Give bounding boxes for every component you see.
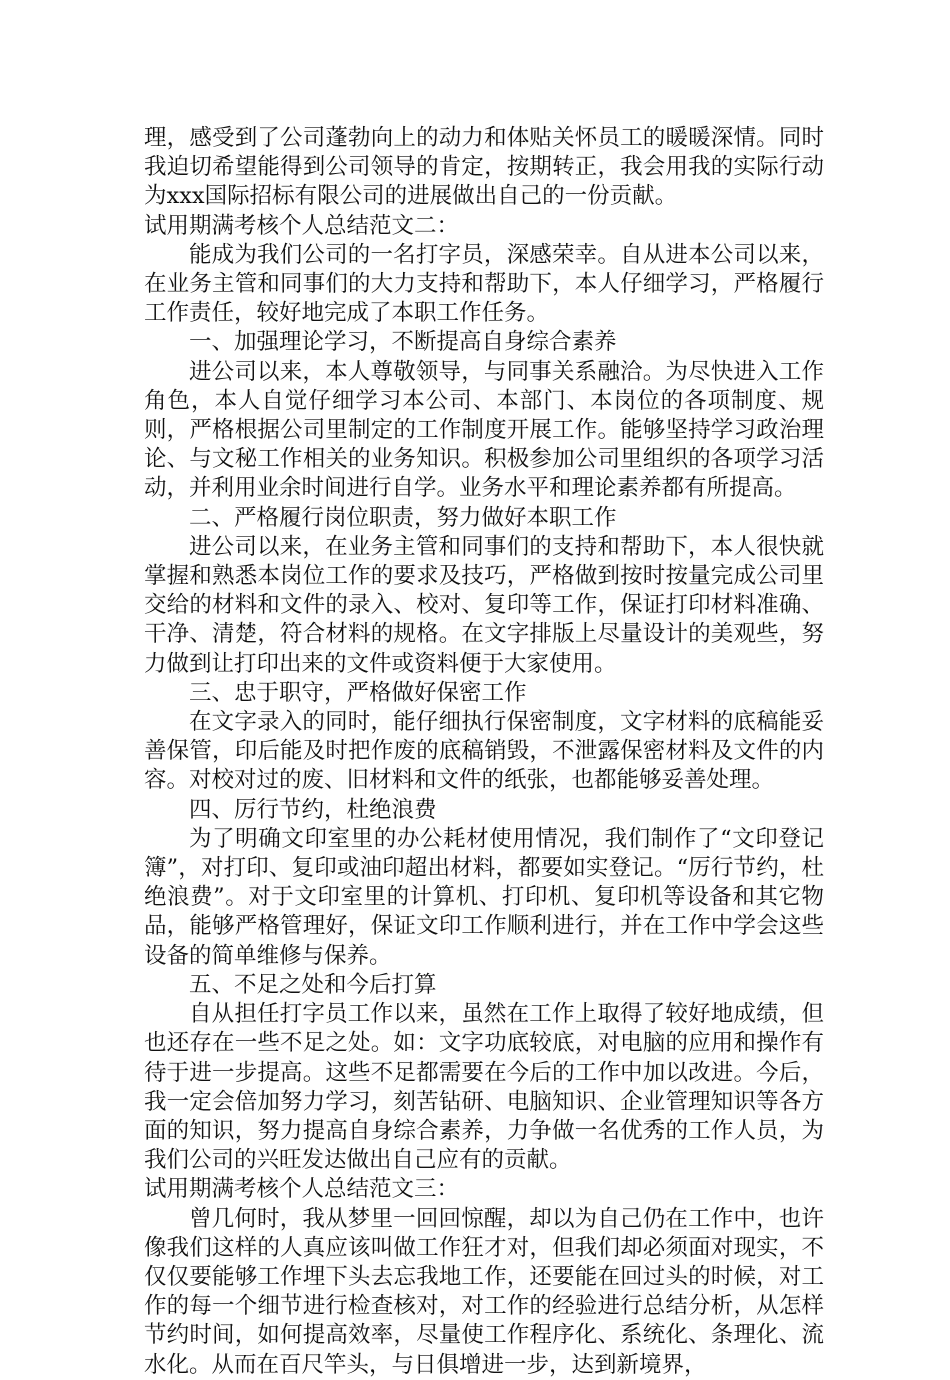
section-title-sample-two: 试用期满考核个人总结范文二： xyxy=(144,212,460,239)
heading-five: 五、不足之处和今后打算 xyxy=(189,971,437,998)
section-title-sample-three: 试用期满考核个人总结范文三： xyxy=(144,1176,460,1203)
heading-four: 四、厉行节约，杜绝浪费 xyxy=(189,796,437,823)
paragraph-three: 在文字录入的同时，能仔细执行保密制度，文字材料的底稿能妥善保管，印后能及时把作废的底稿销毁，不泄露保密材料及文件的内容。对校对过的废、旧材料和文件的纸张，也都能够妥善处理。 xyxy=(144,709,824,794)
heading-one: 一、加强理论学习，不断提高自身综合素养 xyxy=(189,329,617,356)
paragraph-four: 为了明确文印室里的办公耗材使用情况，我们制作了“文印登记簿”，对打印、复印或油印超出材料，都要如实登记。“厉行节约，杜绝浪费”。对于文印室里的计算机、打印机、复印机等设备和其它物品，能够严格管理好，保证文印工作顺利进行，并在工作中学会这些设备的简单维修与保养。 xyxy=(144,825,824,969)
paragraph-sample-three: 曾几何时，我从梦里一回回惊醒，却以为自己仍在工作中，也许像我们这样的人真应该叫做工作狂才对，但我们却必须面对现实，不仅仅要能够工作埋下头去忘我地工作，还要能在回过头的时候，对工作的每一个细节进行检查核对，对工作的经验进行总结分析，从怎样节约时间，如何提高效率，尽量使工作程序化、系统化、条理化、流水化。从而在百尺竿头，与日俱增进一步，达到新境界， xyxy=(144,1205,824,1378)
paragraph-two: 进公司以来，在业务主管和同事们的支持和帮助下，本人很快就掌握和熟悉本岗位工作的要求及技巧，严格做到按时按量完成公司里交给的材料和文件的录入、校对、复印等工作，保证打印材料准确、干净、清楚，符合材料的规格。在文字排版上尽量设计的美观些，努力做到让打印出来的文件或资料便于大家使用。 xyxy=(144,533,824,677)
paragraph-one: 进公司以来，本人尊敬领导，与同事关系融洽。为尽快进入工作角色，本人自觉仔细学习本公司、本部门、本岗位的各项制度、规则，严格根据公司里制定的工作制度开展工作。能够坚持学习政治理论、与文秘工作相关的业务知识。积极参加公司里组织的各项学习活动，并利用业余时间进行自学。业务水平和理论素养都有所提高。 xyxy=(144,358,824,502)
document-body xyxy=(144,124,824,1380)
paragraph-continuation: 理，感受到了公司蓬勃向上的动力和体贴关怀员工的暖暖深情。同时我迫切希望能得到公司领导的肯定，按期转正，我会用我的实际行动为xxx国际招标有限公司的进展做出自己的一份贡献。 xyxy=(144,125,824,210)
heading-two: 二、严格履行岗位职责，努力做好本职工作 xyxy=(189,504,617,531)
paragraph-intro: 能成为我们公司的一名打字员，深感荣幸。自从进本公司以来，在业务主管和同事们的大力支持和帮助下，本人仔细学习，严格履行工作责任，较好地完成了本职工作任务。 xyxy=(144,241,824,327)
heading-three: 三、忠于职守，严格做好保密工作 xyxy=(189,679,527,706)
paragraph-five: 自从担任打字员工作以来，虽然在工作上取得了较好地成绩，但也还存在一些不足之处。如：文字功底较底，对电脑的应用和操作有待于进一步提高。这些不足都需要在今后的工作中加以改进。今后，我一定会倍加努力学习，刻苦钻研、电脑知识、企业管理知识等各方面的知识，努力提高自身综合素养，力争做一名优秀的工作人员，为我们公司的兴旺发达做出自己应有的贡献。 xyxy=(144,1001,824,1174)
